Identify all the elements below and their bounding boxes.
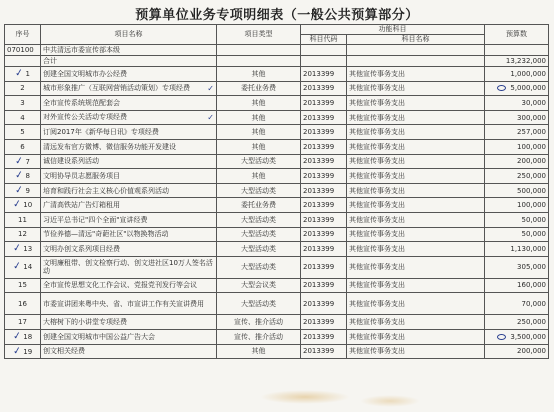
row-seq-cell [5,212,41,227]
row-item-type: 大型会议类 [217,278,301,293]
row-subject-code: 2013399 [301,96,347,111]
row-item-name-text: 习近平总书记"四个全面"宣讲经费 [43,215,148,224]
row-seq-cell [5,293,41,315]
row-budget-amount-text: 3,500,000 [510,332,546,341]
handwritten-circle-icon [497,85,506,91]
row-seq: 15 [18,281,27,290]
row-subject-name: 其他宣传事务支出 [347,67,485,82]
row-seq: 12 [18,230,27,239]
table-row [5,278,549,293]
table-row [5,67,549,82]
row-item-type: 大型活动类 [217,183,301,198]
row-seq-cell [5,344,41,359]
row-subject-name: 其他宣传事务支出 [347,227,485,242]
row-item-name [41,67,217,82]
row-seq: 18 [23,332,33,341]
row-subject-name: 其他宣传事务支出 [347,212,485,227]
row-subject-code: 2013399 [301,154,347,169]
row-budget-amount-text: 250,000 [517,171,546,180]
row-item-name-text: 诚信建设系列活动 [43,157,99,166]
row-seq-cell [5,110,41,125]
row-seq: 4 [20,113,25,122]
row-budget-amount [485,278,549,293]
row-seq: 3 [20,98,25,107]
row-budget-amount-text: 100,000 [517,142,546,151]
header-subject-code: 科目代码 [301,35,347,45]
row-subject-code: 2013399 [301,125,347,140]
table-row [5,315,549,330]
row-subject-name: 其他宣传事务支出 [347,81,485,96]
paper-stain [360,395,420,407]
handwritten-check-icon: ✓ [14,184,25,197]
row-seq-cell [5,96,41,111]
row-seq: 8 [25,172,30,181]
row-budget-amount [485,256,549,278]
row-item-name [41,125,217,140]
row-subject-code: 2013399 [301,344,347,359]
row-item-name [41,81,217,96]
row-item-type: 宣传、推介活动 [217,315,301,330]
row-subject-code: 2013399 [301,110,347,125]
row-seq-cell [5,183,41,198]
row-subject-code: 2013399 [301,242,347,257]
row-item-name [41,96,217,111]
row-seq: 17 [18,318,27,327]
row-subject-code: 2013399 [301,139,347,154]
row-item-name-text: 全市宣传系统规范配套会 [43,98,120,107]
handwritten-check-icon: ✓ [14,155,25,168]
row-item-type: 大型活动类 [217,212,301,227]
row-budget-amount [485,139,549,154]
row-item-type: 其他 [217,125,301,140]
row-budget-amount-text: 200,000 [517,157,546,166]
row-budget-amount-text: 30,000 [521,98,546,107]
budget-table [4,24,549,359]
row-budget-amount [485,67,549,82]
row-subject-name: 其他宣传事务支出 [347,96,485,111]
row-item-type: 其他 [217,169,301,184]
row-item-name [41,256,217,278]
row-subject-code: 2013399 [301,256,347,278]
handwritten-tick-icon: ✓ [207,112,214,122]
header-budget: 预算数 [485,25,549,45]
row-budget-amount [485,344,549,359]
row-budget-amount-text: 257,000 [517,128,546,137]
table-row [5,198,549,213]
row-item-name-text: 文明协导员志愿服务项目 [43,171,120,180]
row-subject-name: 其他宣传事务支出 [347,315,485,330]
row-budget-amount-text: 50,000 [521,215,546,224]
handwritten-check-icon: ✓ [12,345,22,358]
table-row [5,81,549,96]
row-budget-amount [485,154,549,169]
row-seq: 11 [18,215,27,224]
row-item-name [41,169,217,184]
row-subject-code: 2013399 [301,81,347,96]
table-row [5,96,549,111]
row-budget-amount-text: 160,000 [517,281,546,290]
row-seq: 9 [25,186,30,195]
row-item-name-text: 节俭养德—清远"奇葩社区"以物换物活动 [43,230,169,239]
unit-name: 中共清远市委宣传部本级 [41,45,217,56]
table-row [5,139,549,154]
row-seq-cell [5,139,41,154]
row-item-type: 大型活动类 [217,154,301,169]
table-row [5,212,549,227]
row-item-name [41,344,217,359]
row-subject-name: 其他宣传事务支出 [347,278,485,293]
row-seq: 7 [25,157,30,166]
row-item-name-text: 大榕树下的小讲堂专项经费 [43,318,127,327]
row-seq: 16 [18,299,27,308]
handwritten-check-icon: ✓ [14,169,25,182]
row-item-type: 宣传、推介活动 [217,329,301,344]
handwritten-check-icon: ✓ [12,330,22,343]
row-budget-amount [485,81,549,96]
row-item-name [41,183,217,198]
row-item-name-text: 创建全国文明城市办公经费 [43,69,127,78]
row-seq: 19 [23,347,33,356]
row-item-type: 其他 [217,344,301,359]
handwritten-check-icon: ✓ [12,242,22,255]
row-budget-amount [485,169,549,184]
row-budget-amount-text: 250,000 [517,318,546,327]
row-budget-amount [485,110,549,125]
row-item-name-text: 城市形象推广（互联网营销活动策划）专项经费 [43,83,190,92]
row-item-type: 大型活动类 [217,256,301,278]
handwritten-check-icon: ✓ [12,260,22,274]
handwritten-check-icon: ✓ [12,198,22,211]
row-subject-code: 2013399 [301,329,347,344]
row-subject-code: 2013399 [301,198,347,213]
row-subject-code: 2013399 [301,315,347,330]
table-row [5,183,549,198]
table-row [5,125,549,140]
row-item-name [41,198,217,213]
header-seq: 序号 [5,25,41,45]
row-budget-amount [485,315,549,330]
row-budget-amount-text: 300,000 [517,113,546,122]
row-item-name-text: 广清高铁站广告灯箱租用 [43,201,120,210]
row-seq: 13 [23,245,33,254]
row-item-name [41,278,217,293]
table-row [5,169,549,184]
row-budget-amount-text: 1,000,000 [510,69,546,78]
row-seq: 10 [23,201,33,210]
row-item-name-text: 文明廉租带、创文检察行动、创文进社区10万人签名活动 [43,259,213,276]
row-budget-amount-text: 100,000 [517,201,546,210]
row-item-name [41,139,217,154]
row-item-name-text: 市委宣讲团来粤中央、省、市宣讲工作有关宣讲费用 [43,299,204,308]
row-item-type: 委托业务费 [217,198,301,213]
row-item-name [41,293,217,315]
row-seq-cell [5,169,41,184]
handwritten-check-icon: ✓ [14,67,25,80]
row-seq: 2 [20,84,25,93]
table-row [5,110,549,125]
row-seq-cell [5,198,41,213]
table-row [5,293,549,315]
row-seq-cell [5,278,41,293]
row-seq: 1 [25,70,30,79]
row-item-type: 委托业务费 [217,81,301,96]
row-seq-cell [5,242,41,257]
row-subject-name: 其他宣传事务支出 [347,242,485,257]
row-subject-code: 2013399 [301,278,347,293]
header-subject-name: 科目名称 [347,35,485,45]
unit-code: 070100 [5,45,41,56]
row-item-name [41,227,217,242]
row-item-name-text: 清远发布官方微博、微信服务功能开发建设 [43,142,176,151]
row-subject-name: 其他宣传事务支出 [347,329,485,344]
row-budget-amount-text: 70,000 [521,299,546,308]
row-item-type: 其他 [217,96,301,111]
row-item-name [41,154,217,169]
paper-stain [260,390,350,404]
header-item-name: 项目名称 [41,25,217,45]
row-budget-amount-text: 305,000 [517,263,546,272]
row-item-type: 其他 [217,139,301,154]
table-row [5,329,549,344]
row-seq-cell [5,227,41,242]
row-seq: 5 [20,128,25,137]
row-subject-name: 其他宣传事务支出 [347,169,485,184]
row-seq-cell [5,315,41,330]
row-item-name-text: 培育和践行社会主义核心价值观系列活动 [43,186,169,195]
row-budget-amount-text: 200,000 [517,347,546,356]
row-subject-name: 其他宣传事务支出 [347,344,485,359]
row-item-name-text: 创文相关经费 [43,347,85,356]
table-row [5,344,549,359]
table-row [5,227,549,242]
row-seq-cell [5,81,41,96]
row-item-type: 大型活动类 [217,293,301,315]
row-item-name [41,315,217,330]
row-subject-name: 其他宣传事务支出 [347,198,485,213]
row-item-name-text: 全市宣传思想文化工作会议、党报党刊发行等会议 [43,281,197,290]
table-row [5,154,549,169]
row-item-name-text: 订阅2017年《新华每日讯》专项经费 [43,128,159,137]
row-subject-code: 2013399 [301,169,347,184]
row-seq: 14 [23,263,33,272]
row-item-name [41,329,217,344]
row-item-name-text: 对外宣传公关活动专项经费 [43,112,127,121]
handwritten-tick-icon: ✓ [207,83,214,93]
row-budget-amount [485,227,549,242]
row-budget-amount [485,183,549,198]
row-subject-name: 其他宣传事务支出 [347,183,485,198]
table-row [5,242,549,257]
total-label: 合计 [41,56,217,67]
row-budget-amount [485,242,549,257]
row-seq-cell [5,67,41,82]
row-subject-name: 其他宣传事务支出 [347,110,485,125]
row-item-type: 其他 [217,67,301,82]
row-seq-cell [5,125,41,140]
row-budget-amount [485,329,549,344]
row-item-name-text: 文明办创文系列项目经费 [43,244,120,253]
row-subject-code: 2013399 [301,183,347,198]
row-subject-name: 其他宣传事务支出 [347,139,485,154]
row-item-type: 其他 [217,110,301,125]
row-seq-cell [5,329,41,344]
row-subject-code: 2013399 [301,293,347,315]
row-item-name [41,242,217,257]
header-func-subject: 功能科目 [301,25,485,35]
row-budget-amount-text: 5,000,000 [510,84,546,93]
row-budget-amount-text: 1,130,000 [510,244,546,253]
row-budget-amount-text: 50,000 [521,230,546,239]
row-subject-code: 2013399 [301,212,347,227]
total-amount: 13,232,000 [485,56,549,67]
row-item-name [41,212,217,227]
row-subject-code: 2013399 [301,227,347,242]
row-budget-amount [485,96,549,111]
row-subject-name: 其他宣传事务支出 [347,293,485,315]
row-budget-amount [485,212,549,227]
handwritten-circle-icon [497,334,506,340]
row-item-type: 大型活动类 [217,242,301,257]
row-subject-name: 其他宣传事务支出 [347,256,485,278]
header-item-type: 项目类型 [217,25,301,45]
row-budget-amount [485,198,549,213]
document-title: 预算单位业务专项明细表（一般公共预算部分） [135,8,419,23]
row-item-name [41,110,217,125]
row-seq: 6 [20,142,25,151]
row-subject-name: 其他宣传事务支出 [347,125,485,140]
row-subject-name: 其他宣传事务支出 [347,154,485,169]
row-seq-cell [5,154,41,169]
row-budget-amount [485,125,549,140]
row-budget-amount-text: 500,000 [517,186,546,195]
row-budget-amount [485,293,549,315]
table-row [5,256,549,278]
row-item-name-text: 创建全国文明城市中国公益广告大会 [43,332,155,341]
row-seq-cell [5,256,41,278]
row-item-type: 大型活动类 [217,227,301,242]
row-subject-code: 2013399 [301,67,347,82]
